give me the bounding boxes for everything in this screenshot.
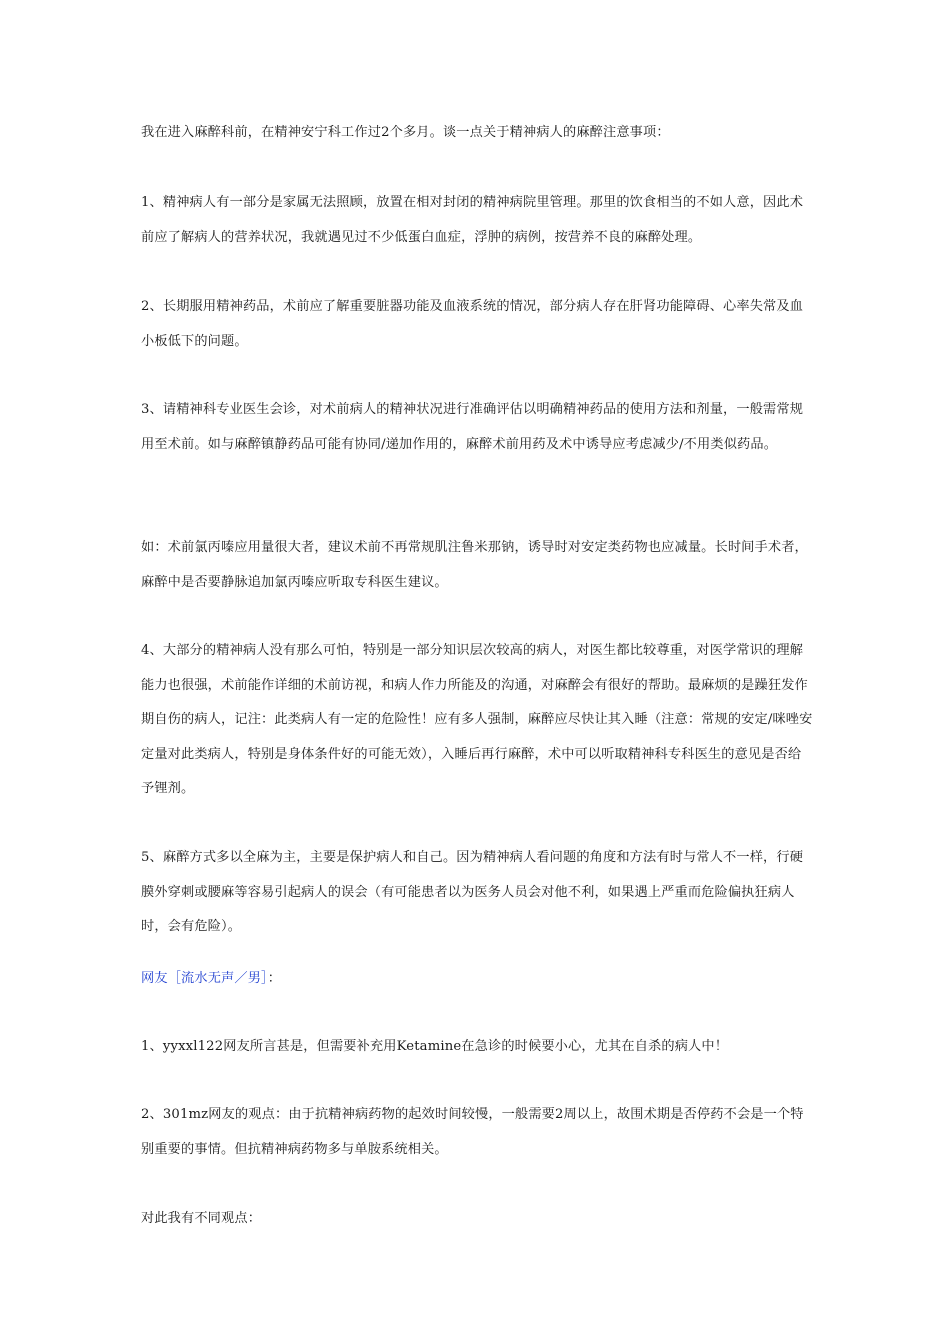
point-5-paragraph: 5、麻醉方式多以全麻为主，主要是保护病人和自己。因为精神病人看问题的角度和方法有时与常人不一样，行硬膜外穿刺或腰麻等容易引起病人的误会（有可能患者以为医务人员会对他不利，如果遇上严重而危险偏执狂病人时，会有危险）。 [141, 850, 804, 934]
point-3-paragraph: 3、请精神科专业医生会诊，对术前病人的精神状况进行准确评估以明确精神药品的使用方法和剂量，一般需常规用至术前。如与麻醉镇静药品可能有协同/递加作用的，麻醉术前用药及术中诱导应考虑减少/不用类似药品。 [141, 402, 804, 452]
netizen-suffix: ： [267, 971, 282, 986]
example-paragraph: 如：术前氯丙嗪应用量很大者，建议术前不再常规肌注鲁米那钠，诱导时对安定类药物也应减量。长时间手术者，麻醉中是否要静脉追加氯丙嗪应听取专科医生建议。 [141, 540, 808, 590]
point-1-paragraph: 1、精神病人有一部分是家属无法照顾，放置在相对封闭的精神病院里管理。那里的饮食相当的不如人意，因此术前应了解病人的营养状况，我就遇见过不少低蛋白血症，浮肿的病例，按营养不良的麻醉处理。 [141, 195, 804, 245]
netizen-link[interactable]: ［流水无声／男］ [167, 971, 268, 986]
netizen-prefix: 网友 [141, 971, 168, 986]
reply-2-paragraph: 2、301mz网友的观点：由于抗精神病药物的起效时间较慢，一般需要2周以上，故围术期是否停药不会是一个特别重要的事情。但抗精神病药物多与单胺系统相关。 [141, 1107, 804, 1157]
netizen-line [141, 962, 813, 997]
closing-paragraph: 对此我有不同观点： [141, 1211, 262, 1226]
reply-1-paragraph: 1、yyxxl122网友所言甚是，但需要补充用Ketamine在急诊的时候要小心，尤其在自杀的病人中！ [141, 1039, 729, 1054]
point-4-paragraph: 4、大部分的精神病人没有那么可怕，特别是一部分知识层次较高的病人，对医生都比较尊重，对医学常识的理解能力也很强，术前能作详细的术前访视，和病人作力所能及的沟通，对麻醉会有很好的帮助。最麻烦的是躁狂发作期自伤的病人，记注：此类病人有一定的危险性！应有多人强制，麻醉应尽快让其入睡（注意：常规的安定/咪唑安定量对此类病人，特别是身体条件好的可能无效），入睡后再行麻醉，术中可以听取精神科专科医生的意见是否给予锂剂。 [141, 643, 813, 796]
point-2-paragraph: 2、长期服用精神药品，术前应了解重要脏器功能及血液系统的情况，部分病人存在肝肾功能障碍、心率失常及血小板低下的问题。 [141, 299, 804, 349]
intro-paragraph: 我在进入麻醉科前，在精神安宁科工作过2个多月。谈一点关于精神病人的麻醉注意事项： [141, 125, 670, 140]
